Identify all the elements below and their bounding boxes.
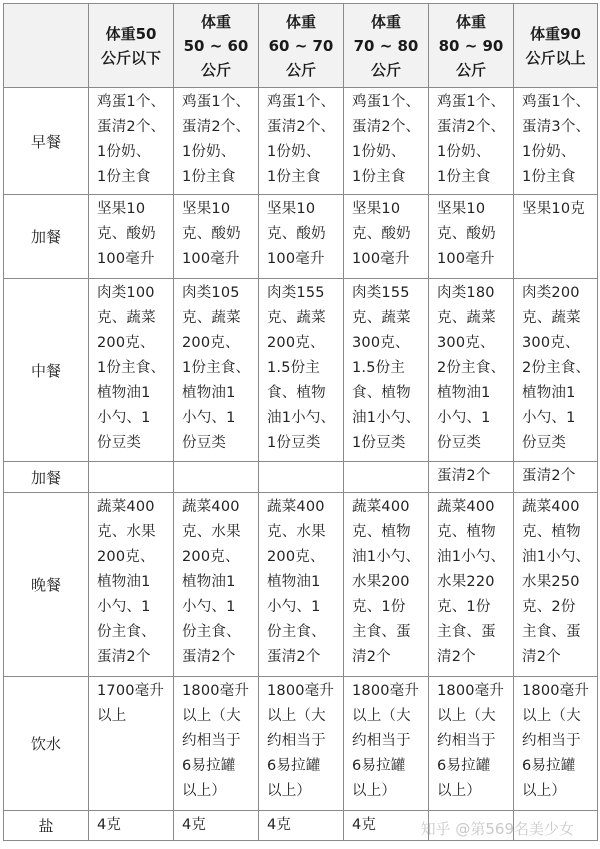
row-label-lunch: 中餐 bbox=[4, 279, 89, 462]
table-cell: 蔬菜400 克、植物 油1小勺、 水果200 克、1份 主食、蛋 清2个 bbox=[344, 493, 429, 677]
table-row-snack-afternoon bbox=[4, 462, 598, 493]
table-cell: 肉类180 克、蔬菜 300克、 2份主食、 植物油1 小勺、1 份豆类 bbox=[429, 279, 514, 462]
table-cell: 1800毫升 以上（大 约相当于 6易拉罐 以上） bbox=[344, 677, 429, 811]
row-label-snack: 加餐 bbox=[4, 462, 89, 493]
table-cell: 蛋清2个 bbox=[429, 462, 514, 493]
table-cell: 肉类155 克、蔬菜 300克、 1.5份主 食、植物 油1小勺、 1份豆类 bbox=[344, 279, 429, 462]
table-row-breakfast bbox=[4, 88, 598, 195]
column-header-80-90kg: 体重 80 ~ 90 公斤 bbox=[429, 4, 514, 88]
table-cell bbox=[344, 462, 429, 493]
meal-plan-table bbox=[3, 3, 598, 841]
row-label-snack: 加餐 bbox=[4, 195, 89, 279]
table-cell: 蔬菜400 克、水果 200克、 植物油1 小勺、1 份主食、 蛋清2个 bbox=[174, 493, 259, 677]
table-cell: 1800毫升 以上（大 约相当于 6易拉罐 以上） bbox=[429, 677, 514, 811]
table-cell: 鸡蛋1个、 蛋清2个、 1份奶、 1份主食 bbox=[344, 88, 429, 195]
table-cell: 坚果10 克、酸奶 100毫升 bbox=[174, 195, 259, 279]
corner-header bbox=[4, 4, 89, 88]
table-cell: 蔬菜400 克、水果 200克、 植物油1 小勺、1 份主食、 蛋清2个 bbox=[89, 493, 174, 677]
table-cell bbox=[89, 462, 174, 493]
table-cell: 蔬菜400 克、植物 油1小勺、 水果250 克、2份 主食、蛋 清2个 bbox=[514, 493, 598, 677]
table-cell: 4克 bbox=[344, 811, 429, 841]
table-cell: 坚果10 克、酸奶 100毫升 bbox=[259, 195, 344, 279]
column-header-over-90kg: 体重90 公斤以上 bbox=[514, 4, 598, 88]
table-cell bbox=[259, 462, 344, 493]
column-header-60-70kg: 体重 60 ~ 70 公斤 bbox=[259, 4, 344, 88]
table-cell: 鸡蛋1个、 蛋清2个、 1份奶、 1份主食 bbox=[174, 88, 259, 195]
table-cell: 4克 bbox=[174, 811, 259, 841]
table-cell: 蔬菜400 克、植物 油1小勺、 水果220 克、1份 主食、蛋 清2个 bbox=[429, 493, 514, 677]
column-header-under-50kg: 体重50 公斤以下 bbox=[89, 4, 174, 88]
table-cell: 鸡蛋1个、 蛋清2个、 1份奶、 1份主食 bbox=[429, 88, 514, 195]
table-cell: 肉类105 克、蔬菜 200克、 1份主食、 植物油1 小勺、1 份豆类 bbox=[174, 279, 259, 462]
table-cell: 坚果10克 bbox=[514, 195, 598, 279]
table-row-water bbox=[4, 677, 598, 811]
table-cell: 肉类155 克、蔬菜 200克、 1.5份主 食、植物 油1小勺、 1份豆类 bbox=[259, 279, 344, 462]
column-header-70-80kg: 体重 70 ~ 80 公斤 bbox=[344, 4, 429, 88]
table-cell: 1800毫升 以上（大 约相当于 6易拉罐 以上） bbox=[259, 677, 344, 811]
table-cell: 蔬菜400 克、水果 200克、 植物油1 小勺、1 份主食、 蛋清2个 bbox=[259, 493, 344, 677]
watermark-text: 知乎 @第569名美少女 bbox=[420, 820, 574, 838]
table-cell: 坚果10 克、酸奶 100毫升 bbox=[89, 195, 174, 279]
table-cell: 肉类100 克、蔬菜 200克、 1份主食、 植物油1 小勺、1 份豆类 bbox=[89, 279, 174, 462]
table-cell: 1800毫升 以上（大 约相当于 6易拉罐 以上） bbox=[514, 677, 598, 811]
table-row-snack-morning bbox=[4, 195, 598, 279]
table-cell: 4克 bbox=[89, 811, 174, 841]
table-cell: 1800毫升 以上（大 约相当于 6易拉罐 以上） bbox=[174, 677, 259, 811]
table-cell: 蛋清2个 bbox=[514, 462, 598, 493]
table-cell: 坚果10 克、酸奶 100毫升 bbox=[429, 195, 514, 279]
row-label-breakfast: 早餐 bbox=[4, 88, 89, 195]
row-label-dinner: 晚餐 bbox=[4, 493, 89, 677]
table-cell: 鸡蛋1个、 蛋清2个、 1份奶、 1份主食 bbox=[89, 88, 174, 195]
row-label-salt: 盐 bbox=[4, 811, 89, 841]
table-cell: 鸡蛋1个、 蛋清2个、 1份奶、 1份主食 bbox=[259, 88, 344, 195]
row-label-water: 饮水 bbox=[4, 677, 89, 811]
table-cell: 坚果10 克、酸奶 100毫升 bbox=[344, 195, 429, 279]
table-cell: 肉类200 克、蔬菜 300克、 2份主食、 植物油1 小勺、1 份豆类 bbox=[514, 279, 598, 462]
table-cell: 4克 bbox=[259, 811, 344, 841]
table-cell: 1700毫升 以上 bbox=[89, 677, 174, 811]
table-cell: 鸡蛋1个、 蛋清3个、 1份奶、 1份主食 bbox=[514, 88, 598, 195]
table-row-lunch bbox=[4, 279, 598, 462]
header-row bbox=[4, 4, 598, 88]
column-header-50-60kg: 体重 50 ~ 60 公斤 bbox=[174, 4, 259, 88]
table-cell bbox=[174, 462, 259, 493]
table-row-dinner bbox=[4, 493, 598, 677]
